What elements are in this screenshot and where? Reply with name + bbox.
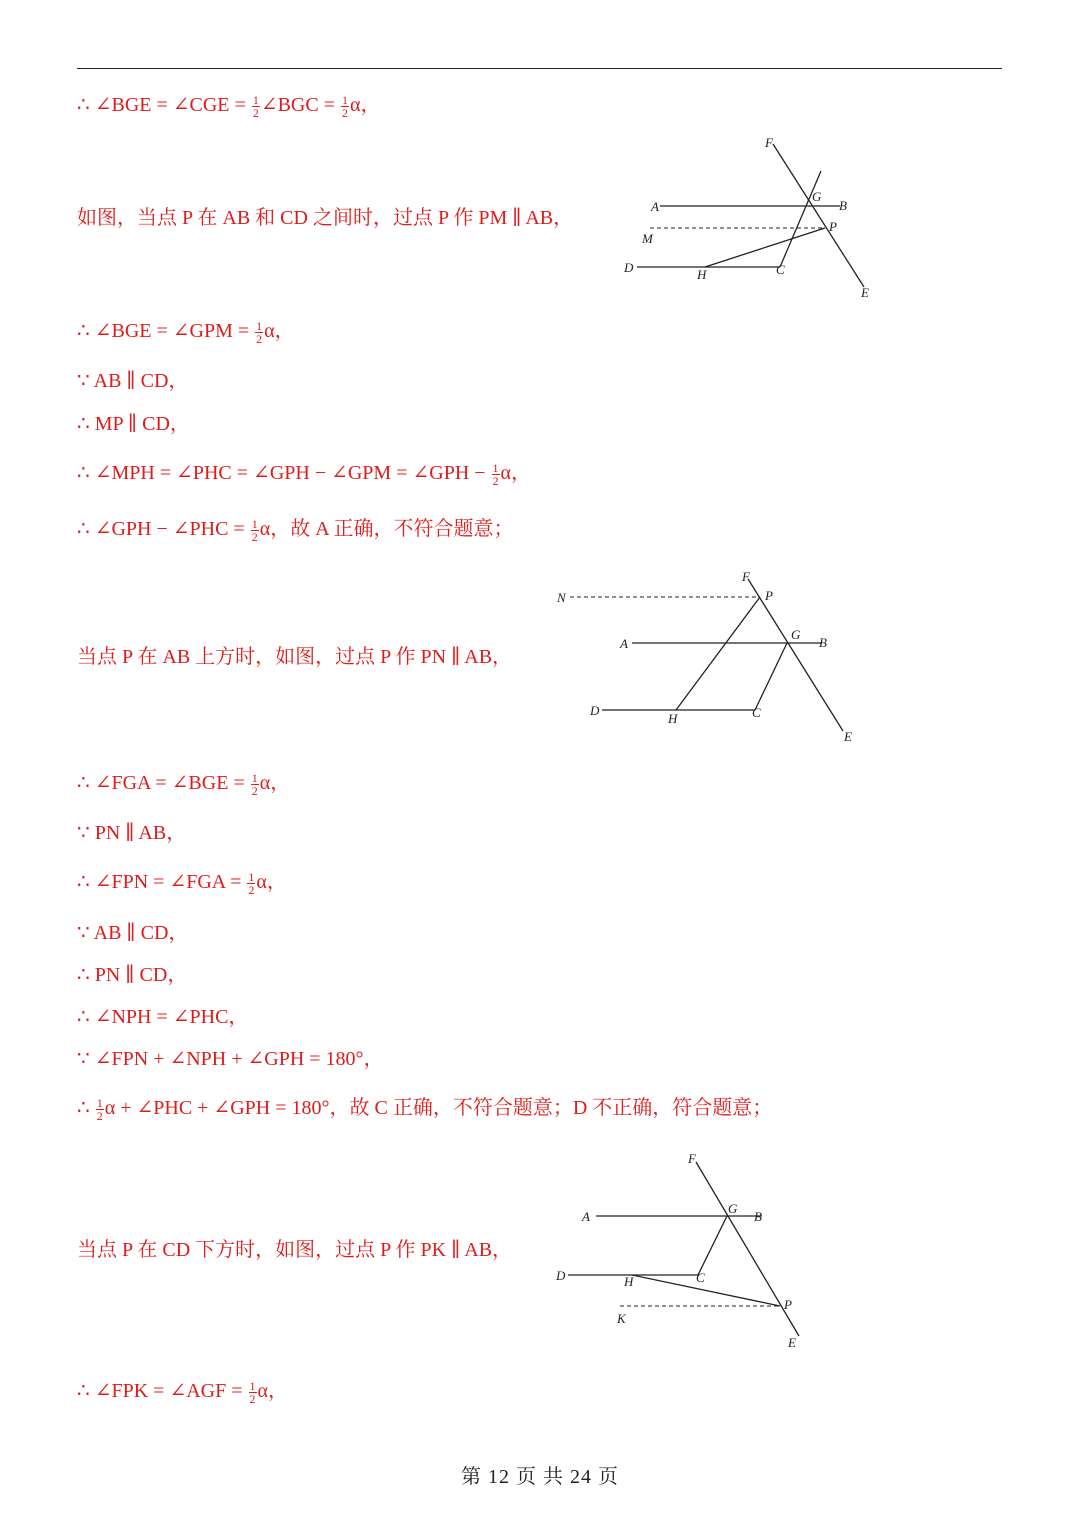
fraction: $\frac{1}{2}$ bbox=[341, 92, 348, 120]
solution-line: ∵ AB ∥ CD， bbox=[77, 370, 189, 392]
label-g: G bbox=[812, 189, 822, 204]
label-b: B bbox=[754, 1209, 762, 1224]
label-m: M bbox=[642, 231, 653, 246]
fraction: $\frac{1}{2}$ bbox=[251, 770, 258, 798]
segment-hp bbox=[705, 228, 825, 267]
fraction: $\frac{1}{2}$ bbox=[252, 92, 259, 120]
line-fe bbox=[748, 579, 843, 731]
page-footer: 第 12 页 共 24 页 bbox=[461, 1466, 619, 1488]
fraction: $\frac{1}{2}$ bbox=[251, 516, 258, 544]
fraction: $\frac{1}{2}$ bbox=[248, 869, 255, 897]
label-d: D bbox=[590, 703, 600, 718]
segment-gc bbox=[698, 1216, 727, 1275]
solution-line: ∴ ∠FPK = ∠AGF = $\frac{1}{2}$ α， bbox=[77, 1378, 288, 1406]
solution-line: ∴ ∠MPH = ∠PHC = ∠GPH − ∠GPM = ∠GPH − $\frac{1}{2}$ α， bbox=[77, 460, 532, 488]
segment-gc bbox=[755, 643, 787, 710]
fraction: $\frac{1}{2}$ bbox=[256, 318, 263, 346]
solution-line: ∴ ∠BGE = ∠GPM = $\frac{1}{2}$ α， bbox=[77, 318, 295, 346]
segment-hp bbox=[632, 1275, 780, 1306]
label-g: G bbox=[791, 627, 801, 642]
solution-line: 如图，当点 P 在 AB 和 CD 之间时，过点 P 作 PM ∥ AB， bbox=[77, 207, 574, 229]
label-f: F bbox=[742, 569, 750, 584]
geometry-figure-3 bbox=[550, 1148, 830, 1353]
label-b: B bbox=[819, 635, 827, 650]
label-b: B bbox=[839, 198, 847, 213]
solution-line: ∴ $\frac{1}{2}$ α + ∠PHC + ∠GPH = 180°，故 C 正确，不符合题意；D 不正确，符合题意； bbox=[77, 1095, 773, 1123]
label-h: H bbox=[624, 1274, 634, 1289]
label-c: C bbox=[776, 262, 785, 277]
line-gc bbox=[780, 171, 821, 267]
line-fe bbox=[773, 144, 864, 287]
label-f: F bbox=[688, 1151, 696, 1166]
solution-line: ∴ MP ∥ CD， bbox=[77, 413, 190, 435]
label-p: P bbox=[829, 219, 837, 234]
solution-line: 当点 P 在 AB 上方时，如图，过点 P 作 PN ∥ AB， bbox=[77, 646, 513, 668]
label-a: A bbox=[620, 636, 628, 651]
solution-line: ∴ ∠BGE = ∠CGE = $\frac{1}{2}$ ∠BGC = $\frac{1}{2}$ α， bbox=[77, 92, 381, 120]
fraction: $\frac{1}{2}$ bbox=[492, 460, 499, 488]
label-h: H bbox=[697, 267, 707, 282]
label-k: K bbox=[617, 1311, 626, 1326]
label-a: A bbox=[651, 199, 659, 214]
label-h: H bbox=[668, 711, 678, 726]
solution-line: ∴ ∠NPH = ∠PHC， bbox=[77, 1006, 249, 1028]
label-c: C bbox=[696, 1270, 705, 1285]
label-p: P bbox=[765, 588, 773, 603]
label-c: C bbox=[752, 705, 761, 720]
solution-line: 当点 P 在 CD 下方时，如图，过点 P 作 PK ∥ AB， bbox=[77, 1239, 513, 1261]
geometry-figure-1 bbox=[615, 130, 885, 305]
fraction: $\frac{1}{2}$ bbox=[249, 1378, 256, 1406]
geometry-figure-2 bbox=[550, 565, 870, 750]
header-rule bbox=[77, 68, 1002, 69]
label-d: D bbox=[624, 260, 634, 275]
label-n: N bbox=[557, 590, 566, 605]
solution-line: ∵ PN ∥ AB， bbox=[77, 822, 187, 844]
segment-hp bbox=[676, 597, 760, 710]
label-p: P bbox=[784, 1297, 792, 1312]
solution-line: ∴ PN ∥ CD， bbox=[77, 964, 188, 986]
label-e: E bbox=[844, 729, 852, 744]
label-e: E bbox=[788, 1335, 796, 1350]
label-a: A bbox=[582, 1209, 590, 1224]
solution-line: ∴ ∠GPH − ∠PHC = $\frac{1}{2}$ α，故 A 正确，不符合题意； bbox=[77, 516, 514, 544]
label-d: D bbox=[556, 1268, 566, 1283]
solution-line: ∴ ∠FPN = ∠FGA = $\frac{1}{2}$ α， bbox=[77, 869, 287, 897]
label-f: F bbox=[765, 135, 773, 150]
solution-line: ∴ ∠FGA = ∠BGE = $\frac{1}{2}$ α， bbox=[77, 770, 291, 798]
label-g: G bbox=[728, 1201, 738, 1216]
solution-line: ∵ ∠FPN + ∠NPH + ∠GPH = 180°， bbox=[77, 1048, 384, 1070]
label-e: E bbox=[861, 285, 869, 300]
solution-line: ∵ AB ∥ CD， bbox=[77, 922, 189, 944]
fraction: $\frac{1}{2}$ bbox=[96, 1095, 103, 1123]
